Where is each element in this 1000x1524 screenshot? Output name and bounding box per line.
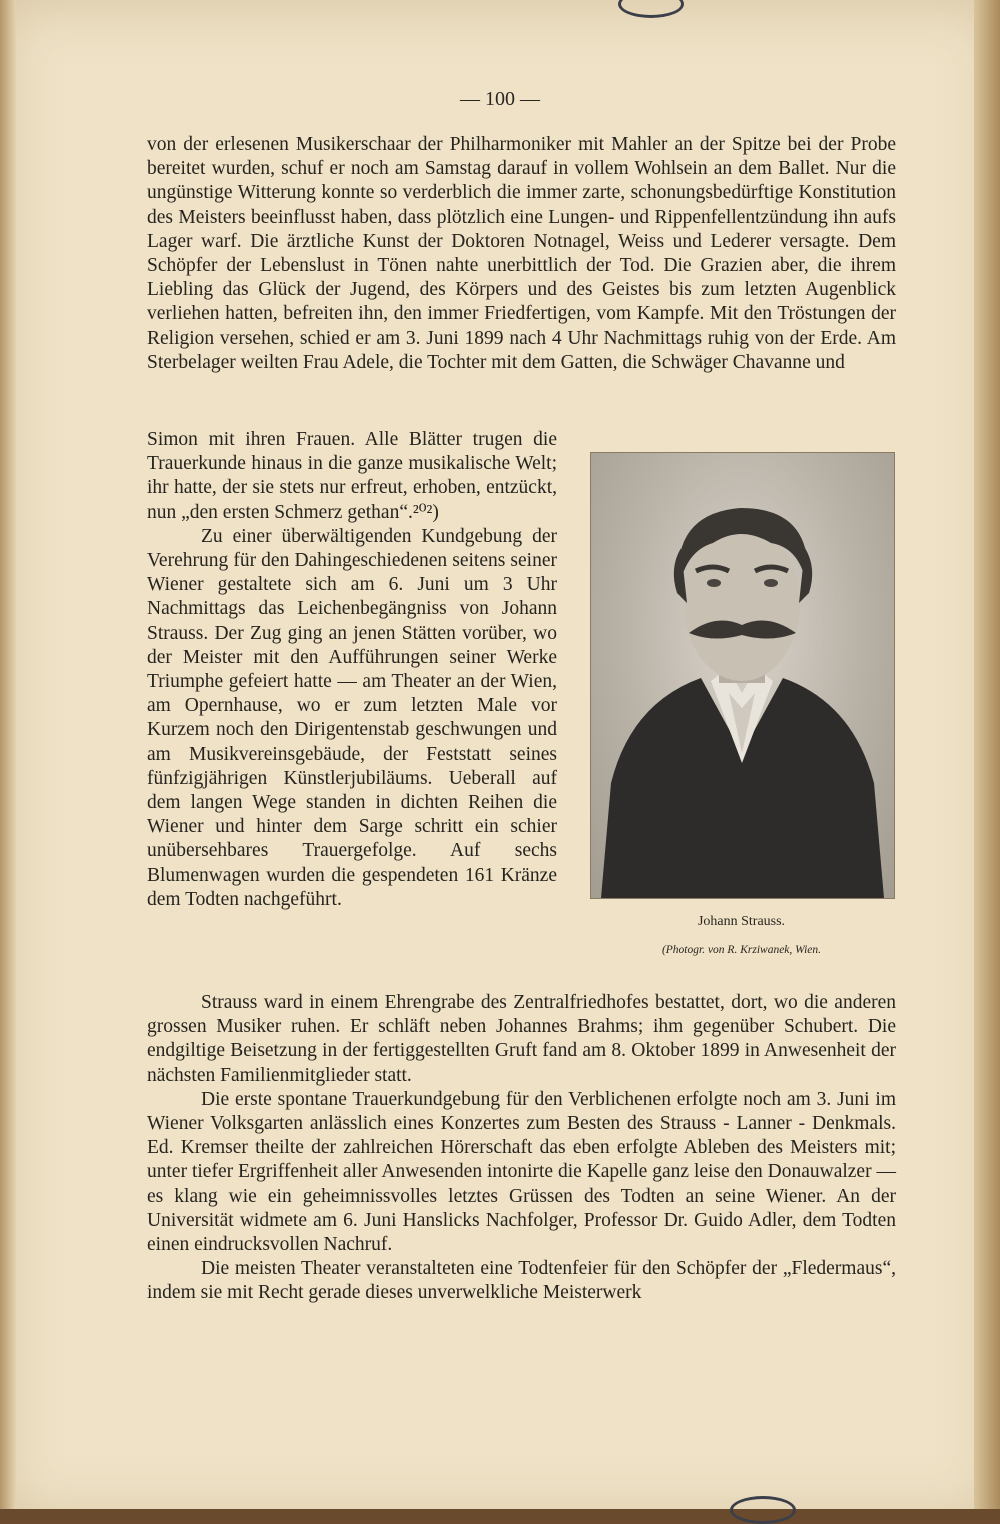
photo-caption: Johann Strauss. [697,914,786,929]
page-fore-edge [974,0,1000,1521]
paragraph: Simon mit ihren Frauen. Alle Blätter trugen die Trauerkunde hinaus in die ganze musikalische Welt; ihr hatte, der sie stets nur erfreut, erhoben, entzückt, nun „den ersten Schmerz gethan“.²⁰²) [147,429,557,523]
page-bottom-edge [0,1509,1000,1521]
text-block-bottom [147,991,896,1306]
text-block-beside-photo [147,428,557,912]
text-block-top [147,133,896,375]
paper-clip-top [618,0,684,18]
paragraph: Strauss ward in einem Ehrengrabe des Zentralfriedhofes bestattet, dort, wo die anderen grossen Musiker ruhen. Er schläft neben Johannes Brahms; ihm gegenüber Schubert. Die endgiltige Beisetzung in der fertiggestellten Gruft fand am 8. Oktober 1899 in Anwesenheit der nächsten Familienmitglieder statt. [147,992,896,1086]
paper-clip-bottom [730,1496,796,1524]
photo-credit: (Photogr. von R. Krziwanek, Wien. [661,944,822,956]
paragraph: Zu einer überwältigenden Kundgebung der Verehrung für den Dahingeschiedenen seitens seiner Wiener gestaltete sich am 6. Juni um 3 Uhr Nachmittags das Leichenbegängniss von Johann Strauss. Der Zug ging an jenen Stätten vorüber, wo der Meister mit den Aufführungen seiner Werke Triumphe gefeiert hatte — am Theater an der Wien, am Opernhause, wo er zum letzten Male vor Kurzem noch den Dirigentenstab geschwungen und am Musikvereinsgebäude, der Feststatt seines fünfzigjährigen Künstlerjubiläums. Ueberall auf dem langen Wege standen in dichten Reihen die Wiener und hinter dem Sarge schritt ein schier unübersehbares Trauergefolge. Auf sechs Blumenwagen wurden die gespendeten 161 Kränze dem Todten nachgeführt. [147,525,557,910]
portrait-figure [591,453,894,898]
portrait-photo [590,452,895,899]
page-binding-edge [0,0,16,1521]
paragraph: Die erste spontane Trauerkundgebung für den Verblichenen erfolgte noch am 3. Juni im Wiener Volksgarten anlässlich eines Konzertes zum Besten des Strauss - Lanner - Denkmals. Ed. Kremser theilte der zahlreichen Hörerschaft das eben erfolgte Ableben des Meisters mit; unter tiefer Ergriffenheit aller Anwesenden intonirte die Kapelle ganz leise den Donauwalzer — es klang wie ein geheimnissvolles letztes Grüssen des Todten an seine Wiener. An der Universität widmete am 6. Juni Hanslicks Nachfolger, Professor Dr. Guido Adler, dem Todten einen eindrucksvollen Nachruf. [147,1088,896,1256]
paragraph: Die meisten Theater veranstalteten eine Todtenfeier für den Schöpfer der „Fledermaus“, indem sie mit Recht gerade dieses unverwelkliche Meisterwerk [147,1258,896,1304]
page-number: — 100 — [460,88,540,110]
paragraph: von der erlesenen Musikerschaar der Philharmoniker mit Mahler an der Spitze bei der Probe bereitet wurden, schuf er noch am Samstag darauf in vollem Wohlsein an dem Ballet. Nur die ungünstige Witterung konnte so verderblich die immer zarte, schonungsbedürftige Konstitution des Meisters beeinflusst haben, dass plötzlich eine Lungen- und Rippenfellentzündung ihn aufs Lager warf. Die ärztliche Kunst der Doktoren Notnagel, Weiss und Lederer versagte. Dem Schöpfer der Lebenslust in Tönen nahte unerbittlich der Tod. Die Grazien aber, die ihrem Liebling das Glück der Jugend, des Körpers und des Geistes bis zum letzten Augenblick verliehen hatten, befreiten ihn, den immer Friedfertigen, vom Kampfe. Mit den Tröstungen der Religion versehen, schied er am 3. Juni 1899 nach 4 Uhr Nachmittags ruhig von der Erde. Am Sterbelager weilten Frau Adele, die Tochter mit dem Gatten, die Schwäger Chavanne und [147,134,896,373]
